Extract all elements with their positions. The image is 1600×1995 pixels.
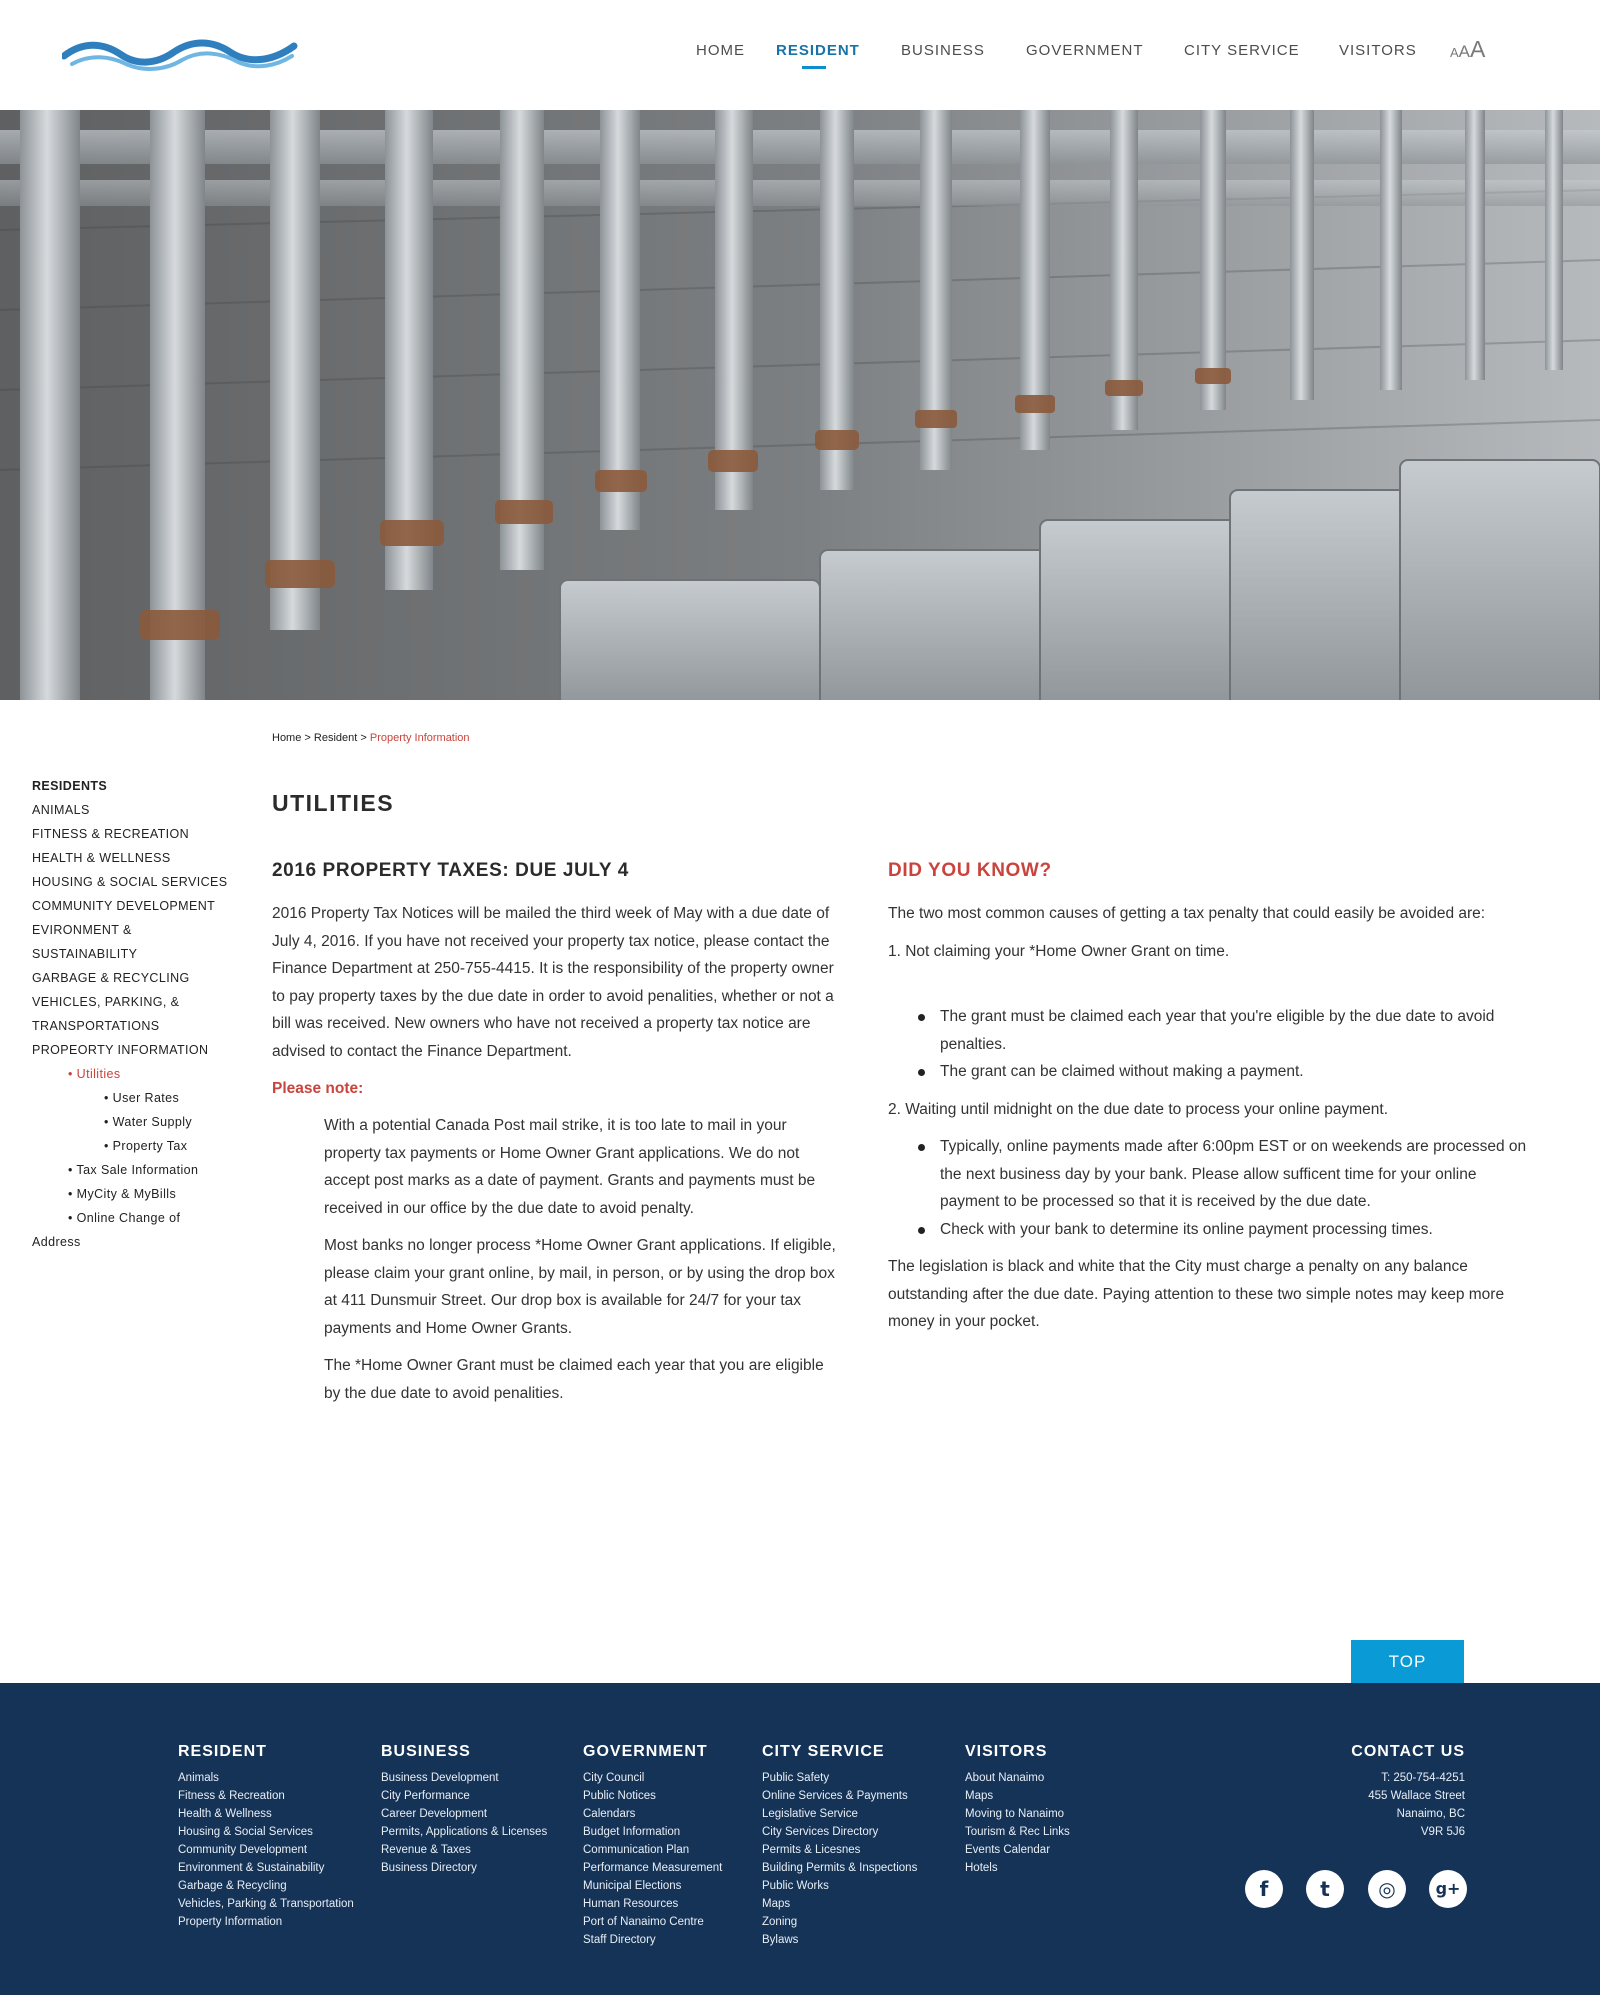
- instagram-icon[interactable]: ◎: [1368, 1870, 1406, 1908]
- footer-link[interactable]: Public Works: [762, 1880, 829, 1892]
- footer-link[interactable]: City Performance: [381, 1790, 470, 1802]
- footer-link[interactable]: Online Services & Payments: [762, 1790, 908, 1802]
- nav-visitors[interactable]: VISITORS: [1339, 42, 1417, 59]
- sidebar-item-garbage[interactable]: GARBAGE & RECYCLING: [32, 971, 190, 985]
- sidebar-item-housing[interactable]: HOUSING & SOCIAL SERVICES: [32, 875, 228, 889]
- sidebar-item-fitness[interactable]: FITNESS & RECREATION: [32, 827, 190, 841]
- back-to-top-button[interactable]: TOP: [1351, 1640, 1464, 1683]
- note-paragraph: The *Home Owner Grant must be claimed each year that you are eligible by the due date to avoid penalities.: [324, 1357, 824, 1402]
- nav-business[interactable]: BUSINESS: [901, 42, 985, 59]
- section-heading: DID YOU KNOW?: [888, 860, 1052, 881]
- point-1: 1. Not claiming your *Home Owner Grant on time.: [888, 942, 1230, 960]
- point-2: 2. Waiting until midnight on the due date to process your online payment.: [888, 1100, 1389, 1118]
- sidebar-item-change-address-cont[interactable]: Address: [32, 1235, 81, 1249]
- closing-paragraph: The legislation is black and white that the City must charge a penalty on any balance outstanding after the due date. Paying attention to these two simple notes may keep more money in your pocket.: [888, 1258, 1505, 1330]
- page-title: UTILITIES: [272, 790, 395, 816]
- footer-link[interactable]: About Nanaimo: [965, 1772, 1045, 1784]
- footer-contact: [1351, 1743, 1465, 1841]
- sidebar-item-health[interactable]: HEALTH & WELLNESS: [32, 851, 171, 865]
- sidebar-item-change-address[interactable]: • Online Change of: [68, 1211, 181, 1225]
- sidebar-item-property[interactable]: PROPEORTY INFORMATION: [32, 1043, 209, 1057]
- footer-link[interactable]: Tourism & Rec Links: [965, 1826, 1070, 1838]
- footer-link[interactable]: Fitness & Recreation: [178, 1790, 285, 1802]
- sidebar-item-residents[interactable]: RESIDENTS: [32, 779, 108, 793]
- breadcrumb-separator: >: [304, 732, 311, 744]
- footer-link[interactable]: Permits & Licesnes: [762, 1844, 861, 1856]
- nav-home[interactable]: HOME: [696, 42, 745, 59]
- footer-link[interactable]: Business Directory: [381, 1862, 477, 1874]
- footer-link[interactable]: Municipal Elections: [583, 1880, 682, 1892]
- main-nav: [0, 42, 1600, 62]
- footer-link[interactable]: Legislative Service: [762, 1808, 858, 1820]
- footer-link[interactable]: Maps: [965, 1790, 994, 1802]
- nav-government[interactable]: GOVERNMENT: [1026, 42, 1144, 59]
- footer-column-resident: [178, 1743, 354, 1931]
- footer-column-title: CONTACT US: [1351, 1743, 1465, 1760]
- contact-city: Nanaimo, BC: [1396, 1808, 1465, 1820]
- footer-link[interactable]: Public Notices: [583, 1790, 656, 1802]
- footer-link[interactable]: Zoning: [762, 1916, 798, 1928]
- footer-link[interactable]: Career Development: [381, 1808, 488, 1820]
- footer-link[interactable]: Garbage & Recycling: [178, 1880, 287, 1892]
- footer-column-title: CITY SERVICE: [762, 1743, 885, 1760]
- footer-link[interactable]: Building Permits & Inspections: [762, 1862, 918, 1874]
- footer-link[interactable]: Port of Nanaimo Centre: [583, 1916, 704, 1928]
- footer-link[interactable]: Maps: [762, 1898, 791, 1910]
- footer-column-title: VISITORS: [965, 1743, 1048, 1760]
- sidebar-item-vehicles[interactable]: VEHICLES, PARKING, &: [32, 995, 180, 1009]
- font-size-medium[interactable]: A: [1458, 42, 1471, 61]
- footer-link[interactable]: Events Calendar: [965, 1844, 1051, 1856]
- footer-column-title: RESIDENT: [178, 1743, 267, 1760]
- breadcrumb-resident[interactable]: Resident: [313, 732, 358, 744]
- site-footer: [0, 1683, 1600, 1995]
- breadcrumb-home[interactable]: Home: [272, 732, 302, 744]
- twitter-icon[interactable]: t: [1306, 1870, 1344, 1908]
- font-size-small[interactable]: A: [1450, 45, 1459, 60]
- nav-resident[interactable]: RESIDENT: [776, 42, 860, 59]
- list-item: Typically, online payments made after 6:00pm EST or on weekends are processed on the next business day by your bank. Please allow sufficent time for your online payment to be processed so that it is received by the due date.: [918, 1133, 1538, 1216]
- did-you-know-section: [888, 860, 1538, 1336]
- breadcrumb-separator: >: [360, 732, 367, 744]
- note-label: Please note:: [272, 1080, 364, 1097]
- footer-column-government: [583, 1743, 722, 1949]
- footer-link[interactable]: Health & Wellness: [178, 1808, 272, 1820]
- footer-link[interactable]: Moving to Nanaimo: [965, 1808, 1065, 1820]
- footer-link[interactable]: Bylaws: [762, 1934, 799, 1946]
- sidebar-item-mycity[interactable]: • MyCity & MyBills: [68, 1187, 177, 1201]
- footer-link[interactable]: Community Development: [178, 1844, 308, 1856]
- contact-postal: V9R 5J6: [1420, 1826, 1465, 1838]
- list-item: Check with your bank to determine its online payment processing times.: [918, 1216, 1538, 1244]
- hero-image: [0, 110, 1600, 700]
- footer-link[interactable]: Animals: [178, 1772, 219, 1784]
- nav-city-service[interactable]: CITY SERVICE: [1184, 42, 1300, 59]
- google-plus-icon[interactable]: g+: [1429, 1870, 1467, 1908]
- sidebar-item-animals[interactable]: ANIMALS: [32, 803, 90, 817]
- footer-link[interactable]: Property Information: [178, 1916, 283, 1928]
- footer-link[interactable]: Revenue & Taxes: [381, 1844, 471, 1856]
- sidebar-item-user-rates[interactable]: • User Rates: [104, 1091, 180, 1105]
- site-header: [0, 0, 1600, 110]
- footer-link[interactable]: City Services Directory: [762, 1826, 879, 1838]
- font-size-control: [1450, 36, 1485, 63]
- facebook-icon[interactable]: f: [1245, 1870, 1283, 1908]
- footer-link[interactable]: Business Development: [381, 1772, 499, 1784]
- sidebar-item-community[interactable]: COMMUNITY DEVELOPMENT: [32, 899, 216, 913]
- footer-column-title: BUSINESS: [381, 1743, 471, 1760]
- footer-column-business: [381, 1743, 547, 1877]
- footer-link[interactable]: Environment & Sustainability: [178, 1862, 325, 1874]
- sidebar-item-property-tax[interactable]: • Property Tax: [104, 1139, 188, 1153]
- breadcrumb-current: Property Information: [369, 732, 470, 744]
- spacer: [888, 965, 1538, 993]
- list-item: The grant can be claimed without making a payment.: [918, 1058, 1538, 1086]
- footer-column-city-service: [762, 1743, 917, 1949]
- footer-link[interactable]: Human Resources: [583, 1898, 679, 1910]
- sidebar-item-utilities[interactable]: • Utilities: [68, 1067, 121, 1081]
- footer-link[interactable]: Staff Directory: [583, 1934, 656, 1946]
- footer-link[interactable]: Vehicles, Parking & Transportation: [178, 1898, 354, 1910]
- footer-link[interactable]: Calendars: [583, 1808, 636, 1820]
- footer-link[interactable]: Public Safety: [762, 1772, 830, 1784]
- intro-paragraph: The two most common causes of getting a tax penalty that could easily be avoided are:: [888, 905, 1486, 922]
- intro-paragraph: 2016 Property Tax Notices will be mailed the third week of May with a due date of July 4, 2016. If you have not received your property tax notice, please contact the Finance Department at 250-755-4415. It is the responsibility of the property owner to pay property taxes by the due date in order to avoid penalities, whether or not a bill was received. New owners who have not received a property tax notice are advised to contact the Finance Department.: [272, 905, 834, 1060]
- footer-link[interactable]: Communication Plan: [583, 1844, 690, 1856]
- gas-meters-illustration: [0, 110, 1600, 700]
- sidebar-item-water-supply[interactable]: • Water Supply: [104, 1115, 193, 1129]
- footer-link[interactable]: Permits, Applications & Licenses: [381, 1826, 548, 1838]
- contact-address: 455 Wallace Street: [1368, 1790, 1465, 1802]
- breadcrumb: [272, 732, 470, 744]
- sidebar-item-environment[interactable]: EVIRONMENT &: [32, 923, 132, 937]
- contact-phone[interactable]: T: 250-754-4251: [1381, 1772, 1465, 1784]
- footer-link[interactable]: Performance Measurement: [583, 1862, 723, 1874]
- sidebar-nav: [32, 774, 242, 1254]
- point-2-list: [888, 1133, 1538, 1243]
- property-tax-section: [272, 860, 842, 1417]
- font-size-large[interactable]: A: [1470, 36, 1486, 62]
- footer-link[interactable]: City Council: [583, 1772, 645, 1784]
- footer-column-visitors: [965, 1743, 1070, 1877]
- list-item: The grant must be claimed each year that you're eligible by the due date to avoid penalties.: [918, 1003, 1538, 1058]
- notes-block: [272, 1112, 842, 1407]
- section-heading: 2016 PROPERTY TAXES: DUE JULY 4: [272, 860, 629, 881]
- point-1-list: [888, 1003, 1538, 1086]
- sidebar-item-tax-sale[interactable]: • Tax Sale Information: [68, 1163, 199, 1177]
- footer-column-title: GOVERNMENT: [583, 1743, 708, 1760]
- footer-link[interactable]: Hotels: [965, 1862, 998, 1874]
- footer-link[interactable]: Housing & Social Services: [178, 1826, 313, 1838]
- nav-active-indicator: [802, 66, 826, 69]
- note-paragraph: With a potential Canada Post mail strike, it is too late to mail in your property tax payments or Home Owner Grant applications. We do not accept post marks as a date of payment. Grants and payments must be received in our office by the due date to avoid penalty.: [324, 1117, 816, 1217]
- footer-link[interactable]: Budget Information: [583, 1826, 681, 1838]
- sidebar-item-environment-cont[interactable]: SUSTAINABILITY: [32, 947, 138, 961]
- sidebar-item-vehicles-cont[interactable]: TRANSPORTATIONS: [32, 1019, 160, 1033]
- note-paragraph: Most banks no longer process *Home Owner Grant applications. If eligible, please claim your grant online, by mail, in person, or by using the drop box at 411 Dunsmuir Street. Our drop box is available for 24/7 for your tax payments and Home Owner Grants.: [324, 1237, 836, 1337]
